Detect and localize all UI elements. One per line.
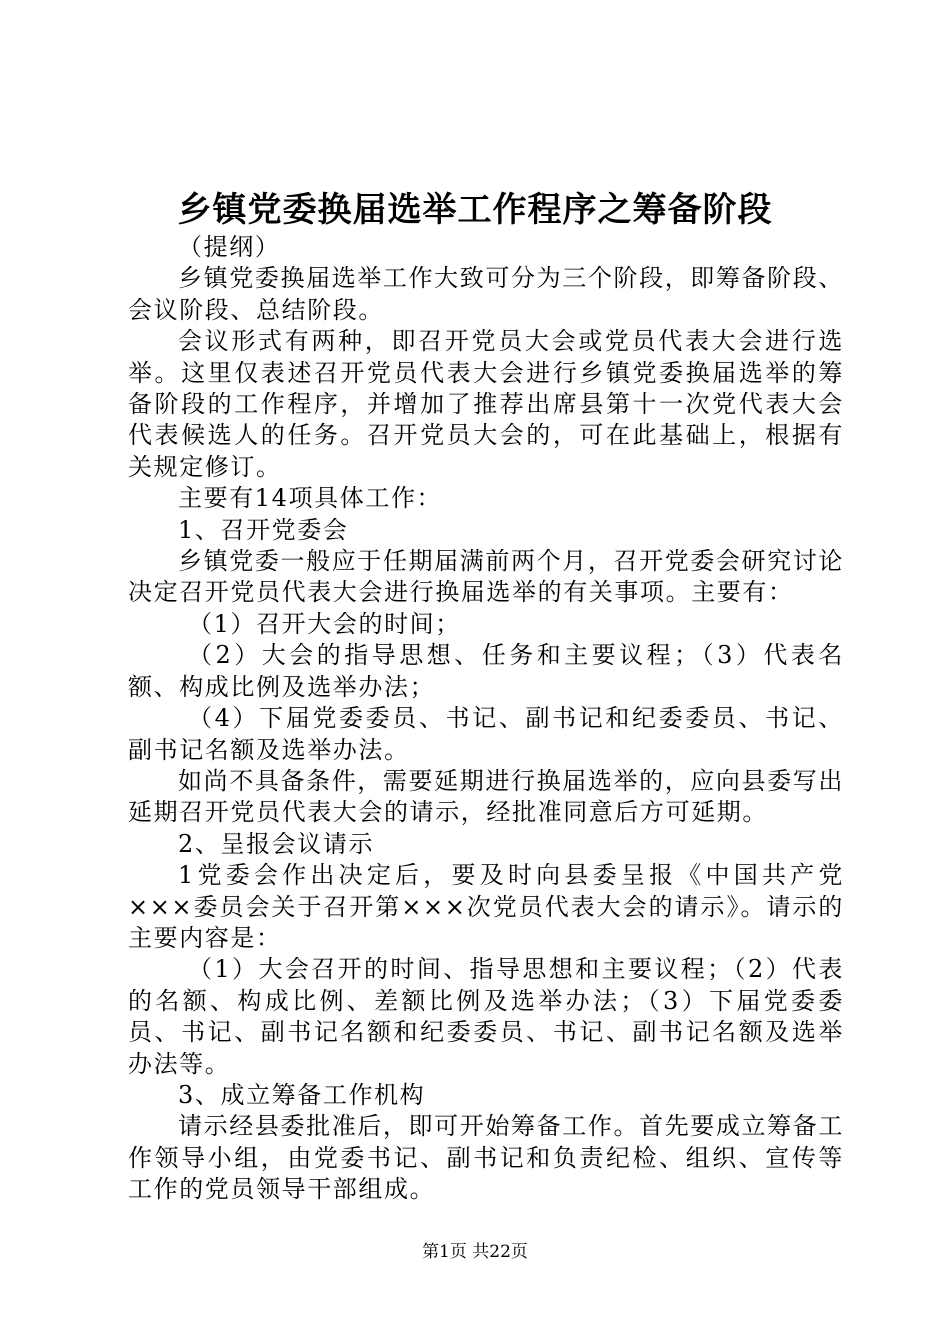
document-body [128, 232, 844, 1206]
section-heading-3: 3、成立筹备工作机构 [178, 1080, 426, 1109]
section-heading-1: 1、召开党委会 [178, 515, 349, 544]
list-item-2: （1）大会召开的时间、指导思想和主要议程；（2）代表的名额、构成比例、差额比例及选举办法；（3）下届党委委员、书记、副书记名额和纪委委员、书记、副书记名额及选举办法等。 [128, 955, 844, 1078]
list-item-1-4: （4）下届党委委员、书记、副书记和纪委委员、书记、副书记名额及选举办法。 [128, 704, 844, 764]
section-heading-2: 2、呈报会议请示 [178, 829, 375, 858]
paragraph-task-count: 主要有14项具体工作： [178, 484, 443, 513]
list-item-1-1: （1）召开大会的时间； [188, 609, 461, 638]
list-item-1-2: （2）大会的指导思想、任务和主要议程；（3）代表名额、构成比例及选举办法； [128, 641, 844, 701]
paragraph-section-3: 请示经县委批准后，即可开始筹备工作。首先要成立筹备工作领导小组，由党委书记、副书记和负责纪检、组织、宣传等工作的党员领导干部组成。 [128, 1112, 844, 1204]
page-footer: 第1页 共22页 [422, 1242, 528, 1262]
paragraph-outline-note: （提纲） [178, 233, 281, 261]
document-title: 乡镇党委换届选举工作程序之筹备阶段 [177, 190, 773, 230]
paragraph-postpone: 如尚不具备条件，需要延期进行换届选举的，应向县委写出延期召开党员代表大会的请示，经批准同意后方可延期。 [128, 766, 844, 827]
paragraph-section-2: 1党委会作出决定后，要及时向县委呈报《中国共产党×××委员会关于召开第×××次党员代表大会的请示》。请示的主要内容是： [128, 861, 844, 952]
paragraph-intro: 乡镇党委换届选举工作大致可分为三个阶段，即筹备阶段、会议阶段、总结阶段。 [128, 264, 844, 324]
paragraph-meeting-forms: 会议形式有两种，即召开党员大会或党员代表大会进行选举。这里仅表述召开党员代表大会进行乡镇党委换届选举的筹备阶段的工作程序，并增加了推荐出席县第十一次党代表大会代表候选人的任务。召开党员大会的，可在此基础上，根据有关规定修订。 [128, 327, 844, 481]
paragraph-section-1: 乡镇党委一般应于任期届满前两个月，召开党委会研究讨论决定召开党员代表大会进行换届选举的有关事项。主要有： [128, 547, 844, 607]
